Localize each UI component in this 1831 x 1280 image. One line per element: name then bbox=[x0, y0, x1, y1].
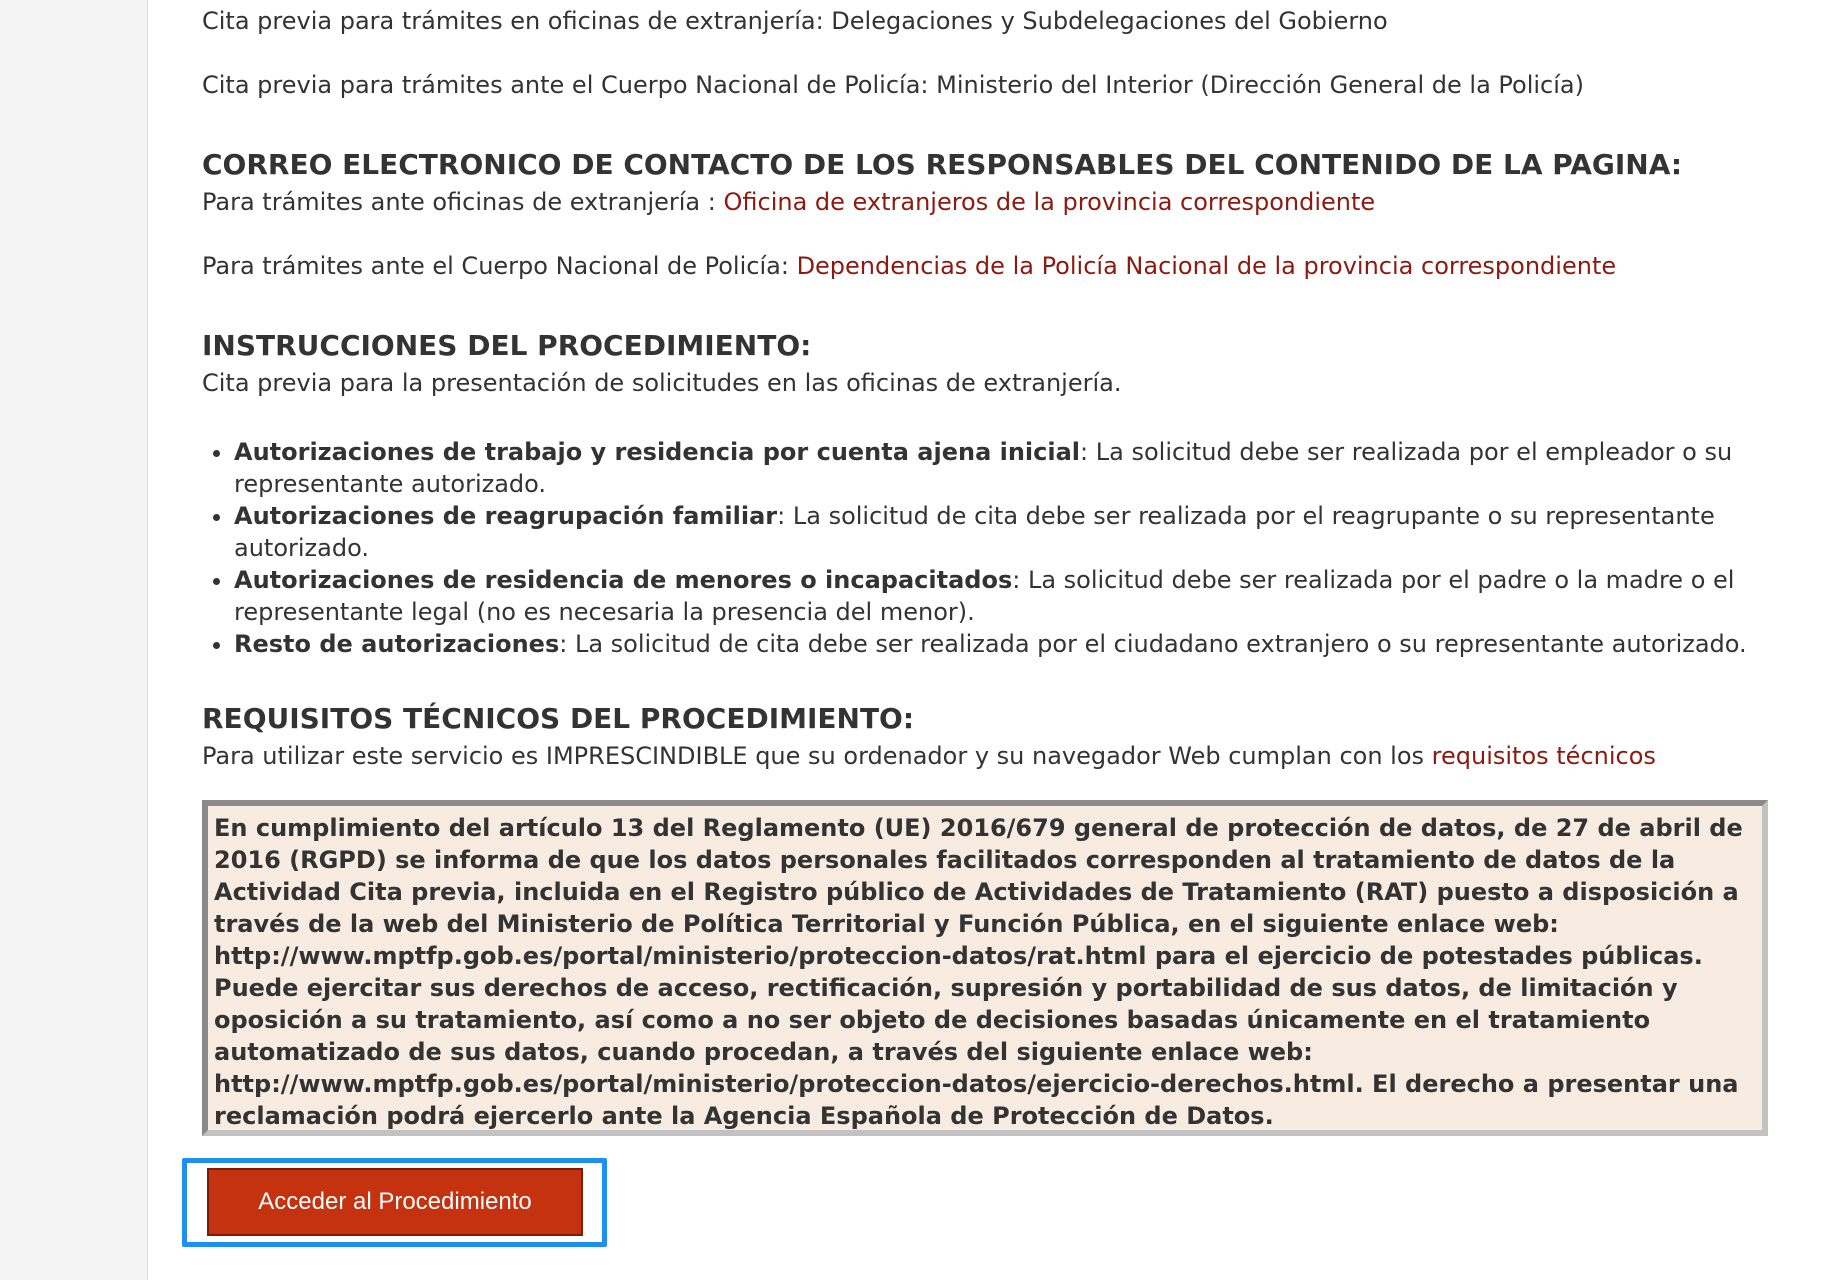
intro-line-policia: Cita previa para trámites ante el Cuerpo Nacional de Policía: Ministerio del Interior (Dirección General de la Policía) bbox=[202, 71, 1584, 99]
requirements-sentence: Para utilizar este servicio es IMPRESCINDIBLE que su ordenador y su navegador Web cumplan con los bbox=[202, 742, 1432, 770]
list-item-text: : La solicitud debe ser realizada por el empleador o su representante autorizado. bbox=[234, 438, 1733, 498]
list-item-text: : La solicitud de cita debe ser realizada por el reagrupante o su representante autorizado. bbox=[234, 502, 1715, 562]
list-item-title: Resto de autorizaciones bbox=[234, 630, 560, 658]
privacy-notice-paragraph-2: Puede ejercitar sus derechos de acceso, rectificación, supresión y portabilidad de sus datos, de limitación y oposición a su tratamiento, así como a no ser objeto de decisiones basadas únicamente en el tratamiento automatizado de sus datos, cuando procedan, a través del siguiente enlace web: http://www.mptfp.gob.es/portal/ministerio/proteccion-datos/ejercicio-derechos.html. El derecho a presentar una reclamación podrá ejercerlo ante la Agencia Española de Protección de Datos. bbox=[214, 974, 1739, 1130]
contact-line-policia bbox=[202, 250, 1616, 282]
list-item bbox=[234, 500, 1794, 564]
list-item-title: Autorizaciones de reagrupación familiar bbox=[234, 502, 778, 530]
dependencias-policia-link[interactable]: Dependencias de la Policía Nacional de la provincia correspondiente bbox=[796, 252, 1617, 280]
instructions-intro: Cita previa para la presentación de solicitudes en las oficinas de extranjería. bbox=[202, 369, 1122, 397]
contact-line-extranjeria bbox=[202, 186, 1375, 218]
intro-line-extranjeria: Cita previa para trámites en oficinas de extranjería: Delegaciones y Subdelegaciones del Gobierno bbox=[202, 7, 1388, 35]
requisitos-tecnicos-link[interactable]: requisitos técnicos bbox=[1431, 742, 1656, 770]
privacy-notice-box bbox=[202, 800, 1768, 1136]
instructions-heading: INSTRUCCIONES DEL PROCEDIMIENTO: bbox=[202, 329, 812, 362]
list-item-text: : La solicitud debe ser realizada por el padre o la madre o el representante legal (no es necesaria la presencia del menor). bbox=[234, 566, 1735, 626]
requirements-heading: REQUISITOS TÉCNICOS DEL PROCEDIMIENTO: bbox=[202, 702, 915, 735]
oficina-extranjeros-link[interactable]: Oficina de extranjeros de la provincia correspondiente bbox=[723, 188, 1376, 216]
list-item-text: : La solicitud de cita debe ser realizada por el ciudadano extranjero o su representante autorizado. bbox=[559, 630, 1747, 658]
list-item bbox=[234, 436, 1794, 500]
list-item bbox=[234, 628, 1794, 660]
instructions-list bbox=[202, 436, 1794, 660]
contact-line-policia-text: Para trámites ante el Cuerpo Nacional de Policía: bbox=[202, 252, 797, 280]
requirements-text bbox=[202, 740, 1656, 772]
list-item-title: Autorizaciones de trabajo y residencia por cuenta ajena inicial bbox=[234, 438, 1081, 466]
privacy-notice-paragraph-1: En cumplimiento del artículo 13 del Reglamento (UE) 2016/679 general de protección de datos, de 27 de abril de 2016 (RGPD) se informa de que los datos personales facilitados corresponden al tratamiento de datos de la Actividad Cita previa, incluida en el Registro público de Actividades de Tratamiento (RAT) puesto a disposición a través de la web del Ministerio de Política Territorial y Función Pública, en el siguiente enlace web: http://www.mptfp.gob.es/portal/ministerio/proteccion-datos/rat.html para el ejercicio de potestades públicas. bbox=[214, 814, 1743, 970]
list-item-title: Autorizaciones de residencia de menores o incapacitados bbox=[234, 566, 1013, 594]
list-item bbox=[234, 564, 1794, 628]
contact-line-extranjeria-text: Para trámites ante oficinas de extranjería : bbox=[202, 188, 724, 216]
contact-heading: CORREO ELECTRONICO DE CONTACTO DE LOS RESPONSABLES DEL CONTENIDO DE LA PAGINA: bbox=[202, 148, 1683, 181]
acceder-procedimiento-button[interactable]: Acceder al Procedimiento bbox=[207, 1168, 583, 1236]
